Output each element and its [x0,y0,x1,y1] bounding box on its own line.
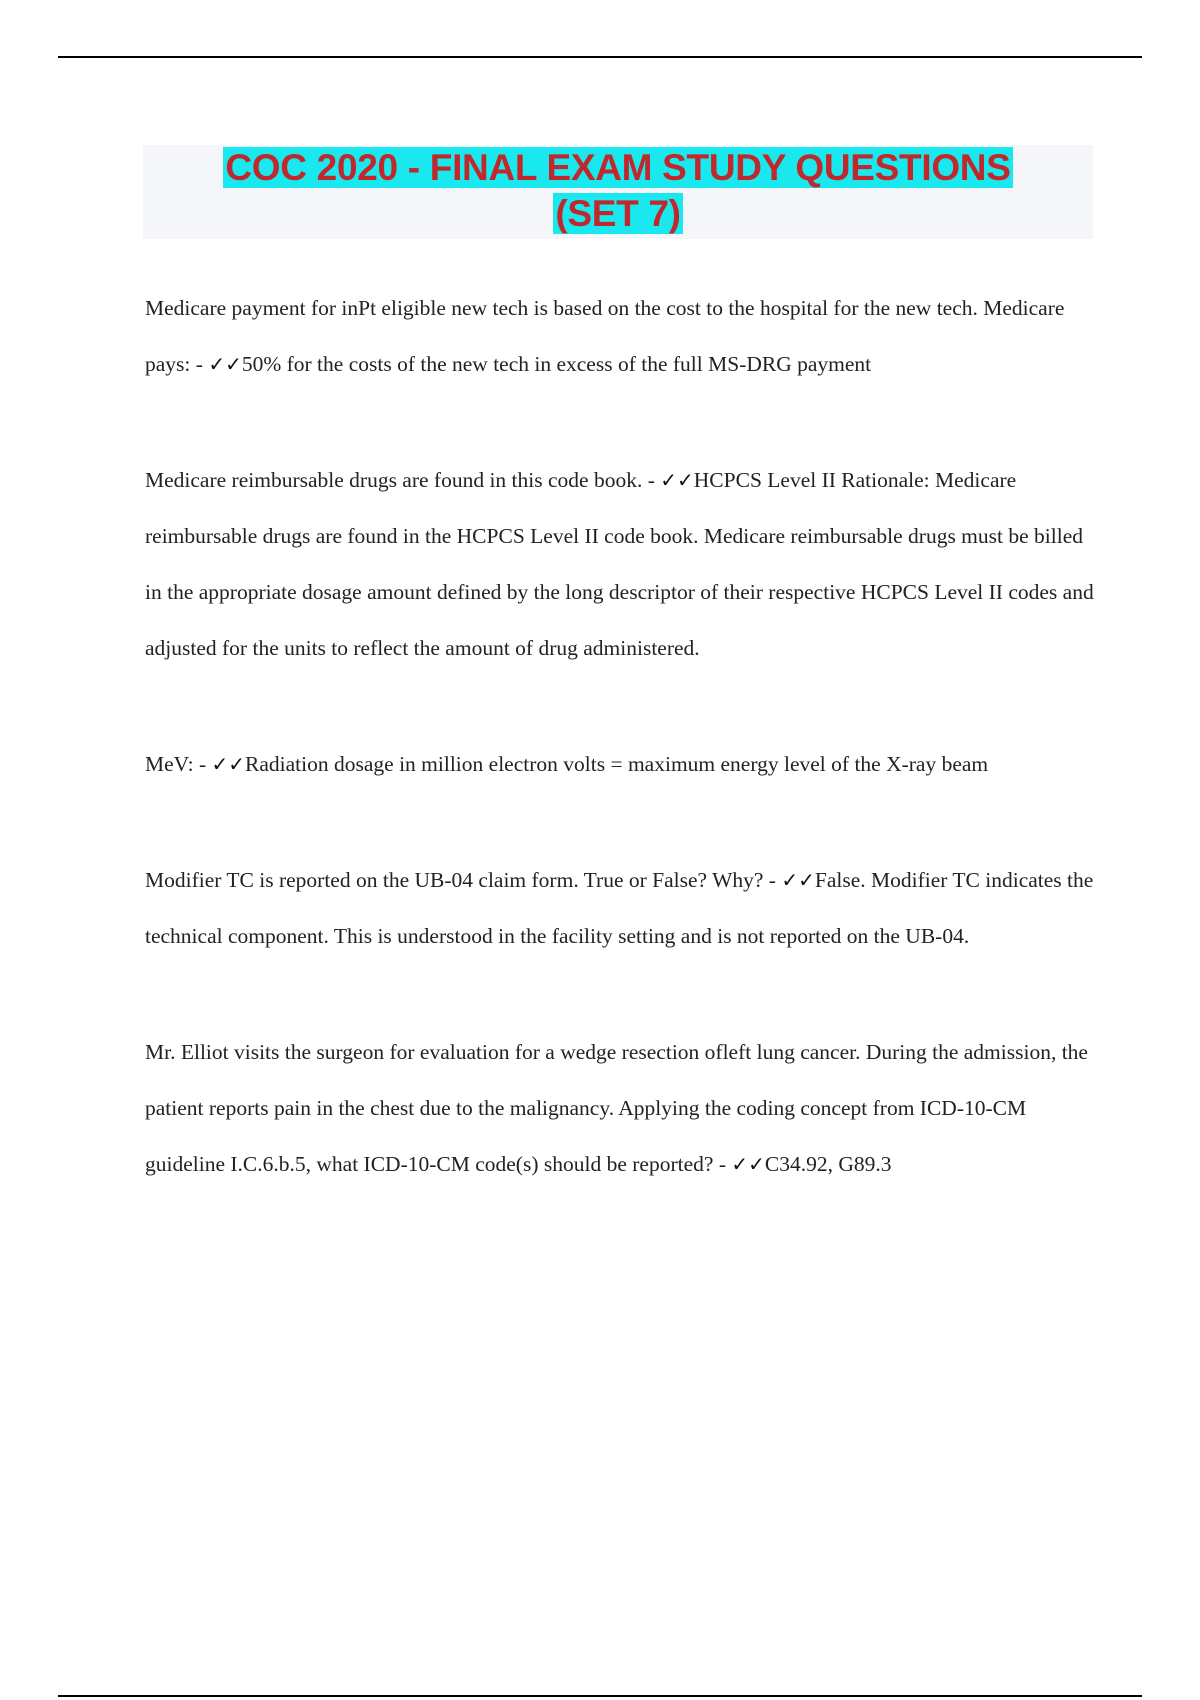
answer-text: HCPCS Level II Rationale: Medicare reimbursable drugs are found in the HCPCS Level II code book. Medicare reimbursable drugs must be billed in the appropriate dosage amount defined by the long descriptor of their respective HCPCS Level II codes and adjusted for the units to reflect the amount of drug administered. [145,468,1094,660]
qa-item [145,1024,1105,1192]
answer-text: False. Modifier TC indicates the technical component. This is understood in the facility setting and is not reported on the UB-04. [145,868,1094,948]
qa-item [145,852,1105,964]
check-icon: ✓✓ [211,752,246,776]
separator: - [190,352,209,376]
top-rule [58,56,1142,58]
separator: - [193,752,212,776]
answer-text: C34.92, G89.3 [764,1152,892,1176]
qa-list [145,280,1105,1192]
bottom-rule [58,1695,1142,1697]
check-icon: ✓✓ [660,468,694,492]
title-line-1: COC 2020 - FINAL EXAM STUDY QUESTIONS [225,147,1011,188]
answer-text: Radiation dosage in million electron volts = maximum energy level of the X-ray beam [245,752,989,776]
separator: - [713,1152,732,1176]
separator: - [763,868,782,892]
title-line-2: (SET 7) [555,193,681,234]
separator: - [642,468,661,492]
document-title [143,145,1093,239]
answer-text: 50% for the costs of the new tech in excess of the full MS-DRG payment [241,352,872,376]
question-text: Modifier TC is reported on the UB-04 claim form. True or False? Why? [145,868,764,892]
question-text: Medicare reimbursable drugs are found in this code book. [145,468,643,492]
check-icon: ✓✓ [208,352,242,376]
check-icon: ✓✓ [781,868,815,892]
qa-item [145,280,1105,392]
question-text: MeV: [145,752,194,776]
qa-item [145,452,1105,676]
question-text: Mr. Elliot visits the surgeon for evaluation for a wedge resection ofleft lung cancer. During the admission, the patient reports pain in the chest due to the malignancy. Applying the coding concept from ICD-10-CM guideline I.C.6.b.5, what ICD-10-CM code(s) should be reported? [145,1040,1088,1176]
check-icon: ✓✓ [731,1152,765,1176]
question-text: Medicare payment for inPt eligible new tech is based on the cost to the hospital for the new tech. Medicare pays: [145,296,1065,376]
qa-item [145,736,1105,792]
